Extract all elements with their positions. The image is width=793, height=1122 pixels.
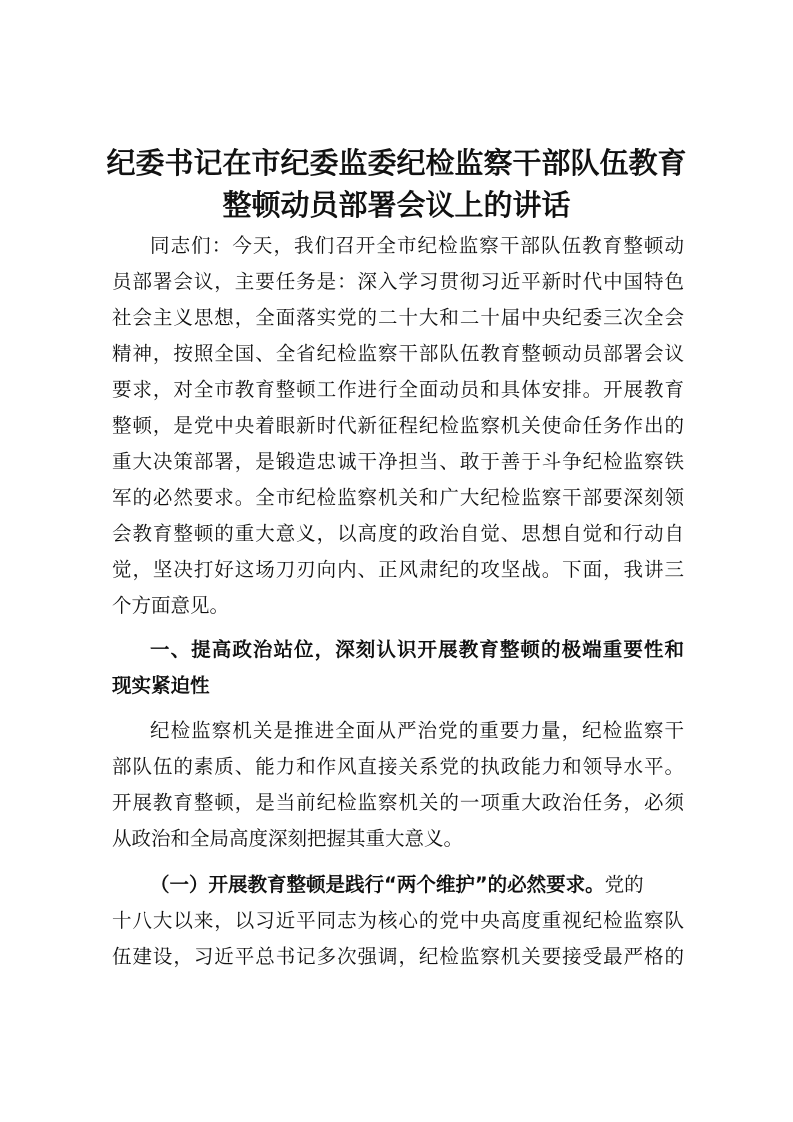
section-heading-1-line: 一、提高政治站位，深刻认识开展教育整顿的极端重要性和 [150, 638, 684, 661]
document-title-line-2: 整顿动员部署会议上的讲话 [222, 188, 571, 222]
paragraph-1-line: 个方面意见。 [112, 594, 230, 617]
paragraph-1-line: 整顿，是党中央着眼新时代新征程纪检监察机关使命任务作出的 [112, 414, 684, 437]
paragraph-2-line: 部队伍的素质、能力和作风直接关系党的执政能力和领导水平。 [112, 755, 684, 778]
paragraph-2-line: 纪检监察机关是推进全面从严治党的重要力量，纪检监察干 [150, 719, 684, 742]
paragraph-1-line: 员部署会议，主要任务是：深入学习贯彻习近平新时代中国特色 [112, 270, 684, 293]
paragraph-3-line: 十八大以来，以习近平同志为核心的党中央高度重视纪检监察队 [112, 909, 684, 932]
paragraph-1-line: 觉，坚决打好这场刀刃向内、正风肃纪的攻坚战。下面，我讲三 [112, 558, 684, 581]
paragraph-2-line: 开展教育整顿，是当前纪检监察机关的一项重大政治任务，必须 [112, 791, 684, 814]
document-title-line-1: 纪委书记在市纪委监委纪检监察干部队伍教育 [106, 146, 687, 180]
section-heading-1-line: 现实紧迫性 [112, 674, 210, 697]
paragraph-3-lead-text: 党的 [604, 873, 644, 896]
paragraph-1-line: 同志们：今天，我们召开全市纪检监察干部队伍教育整顿动 [150, 234, 684, 257]
paragraph-2-line: 从政治和全局高度深刻把握其重大意义。 [112, 827, 464, 850]
subsection-heading-1: （一）开展教育整顿是践行“两个维护”的必然要求。 [150, 873, 605, 896]
paragraph-1-line: 军的必然要求。全市纪检监察机关和广大纪检监察干部要深刻领 [112, 486, 684, 509]
paragraph-1-line: 会教育整顿的重大意义，以高度的政治自觉、思想自觉和行动自 [112, 522, 684, 545]
paragraph-1-line: 重大决策部署，是锻造忠诚干净担当、敢于善于斗争纪检监察铁 [112, 450, 684, 473]
paragraph-1-line: 社会主义思想，全面落实党的二十大和二十届中央纪委三次全会 [112, 306, 684, 329]
paragraph-3-first-line [150, 870, 684, 900]
paragraph-1-line: 要求，对全市教育整顿工作进行全面动员和具体安排。开展教育 [112, 378, 684, 401]
paragraph-1-line: 精神，按照全国、全省纪检监察干部队伍教育整顿动员部署会议 [112, 342, 684, 365]
paragraph-3-line: 伍建设，习近平总书记多次强调，纪检监察机关要接受最严格的 [112, 945, 684, 968]
